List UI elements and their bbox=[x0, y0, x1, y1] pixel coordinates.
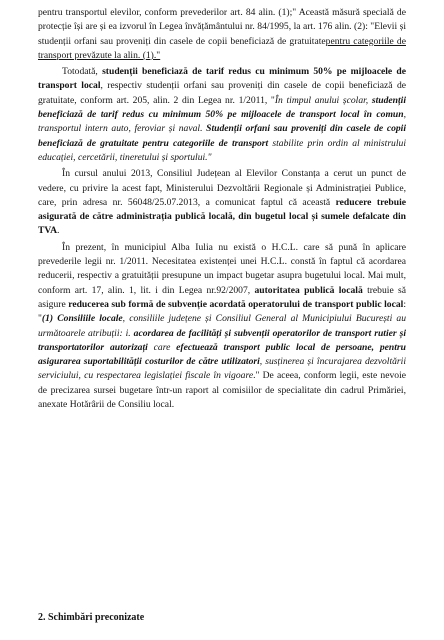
p4-text-a: În prezent, în municipiul Alba Iulia nu există o H.C.L. care să pună în aplicare prevederile legii nr. 1/2011. Necesitatea existenței unei H.C.L. constă în faptul că acordarea reducerii, respectiv a gratuității presupune un impact bugetar asupra bugetului local. Mai mult, conform art. 17, alin. 1, lit. i din Legea nr.92/2007, bbox=[38, 241, 406, 296]
p2-italic-f: , transportul intern auto, feroviar și naval. bbox=[38, 109, 406, 135]
p2-italic-d: În timpul anului școlar, bbox=[274, 94, 372, 106]
p2-bold-italic-e: studenții beneficiază de tarif redus cu minimum 50% pe mijloacele de transport local în comun bbox=[38, 94, 407, 121]
p3-text-c: . bbox=[57, 225, 60, 237]
paragraph-4 bbox=[38, 241, 406, 413]
p4-italic-k: , susținerea și încurajarea dezvoltării serviciului, cu respectarea legislației fiscale în vigoare bbox=[38, 356, 406, 382]
p4-bold-italic-f: (1) Consiliile locale bbox=[41, 313, 123, 325]
p4-bold-italic-h: acordarea de facilități și subvenții operatorilor de transport rutier și transportatorilor autorizați bbox=[38, 327, 406, 353]
section-heading: 2. Schimbări preconizate bbox=[38, 612, 145, 623]
p4-text-c: trebuie să asigure bbox=[38, 284, 406, 310]
p3-text-a: În cursul anului 2013, Consiliul Județean al Elevilor Constanța a cerut un punct de vedere, cu privire la acest fapt, Ministerului Dezvoltării Regionale și Administrației Publice, care, prin adresa nr. 56048/25.07.2013, a comunicat faptul că această bbox=[38, 168, 406, 208]
p4-text-l: ." De aceea, conform legii, este nevoie de precizarea sursei bugetare într-un raport al comisiilor de specialitate din cadrul Primăriei, anexate Hotărârii de Consiliu local. bbox=[38, 370, 406, 411]
paragraph-2 bbox=[38, 65, 406, 165]
p2-bold-italic-g: Studenții orfani sau proveniți din casele de copii beneficiază de gratuitate pentru categoriile de transport bbox=[38, 123, 406, 149]
paragraph-1 bbox=[38, 6, 406, 63]
p4-italic-i: care bbox=[147, 341, 177, 353]
p1-text-a: pentru transportul elevilor, conform prevederilor art. 84 alin. (1);" Această măsură specială de protecție își are și ea izvorul în Legea învățământului nr. 84/1995, la art. 176 alin. (2): "Elevii și studenții orfani sau proveniți din casele de copii beneficiază de gratuitate bbox=[38, 7, 406, 47]
p2-italic-h: stabilite prin ordin al ministrului educației, cercetării, tineretului și sportului." bbox=[38, 137, 406, 163]
p4-bold-italic-j: efectuează transport public local de persoane, pentru asigurarea suportabilității costurilor de către utilizatori bbox=[38, 341, 406, 368]
p1-text-b: pentru categoriile de transport prevăzute la alin. (1)." bbox=[38, 35, 406, 61]
p4-text-e: : " bbox=[38, 298, 406, 325]
p4-bold-d: reducerea sub formă de subvenție acordată operatorului de transport public local bbox=[68, 298, 404, 310]
p4-bold-b: autoritatea publică locală bbox=[254, 284, 363, 296]
p2-bold-a: studenții beneficiază de tarif redus cu minimum 50% pe mijloacele de transport local bbox=[38, 66, 406, 92]
p2-text-c: , respectiv studenții orfani sau proveniți din casele de copii beneficiază de gratuitate, conform art. 205, alin. 2 din Legea nr. 1/2011, " bbox=[38, 80, 406, 106]
p4-italic-g: , consiliile județene și Consiliul General al Municipiului București au următoarele atribuții: i. bbox=[38, 313, 406, 339]
p2-text-a: Totodată, bbox=[62, 66, 103, 78]
p3-bold-b: reducere trebuie asigurată de către administrația publică locală, din bugetul local și sumele defalcate din TVA bbox=[38, 196, 407, 237]
paragraph-3 bbox=[38, 167, 406, 238]
